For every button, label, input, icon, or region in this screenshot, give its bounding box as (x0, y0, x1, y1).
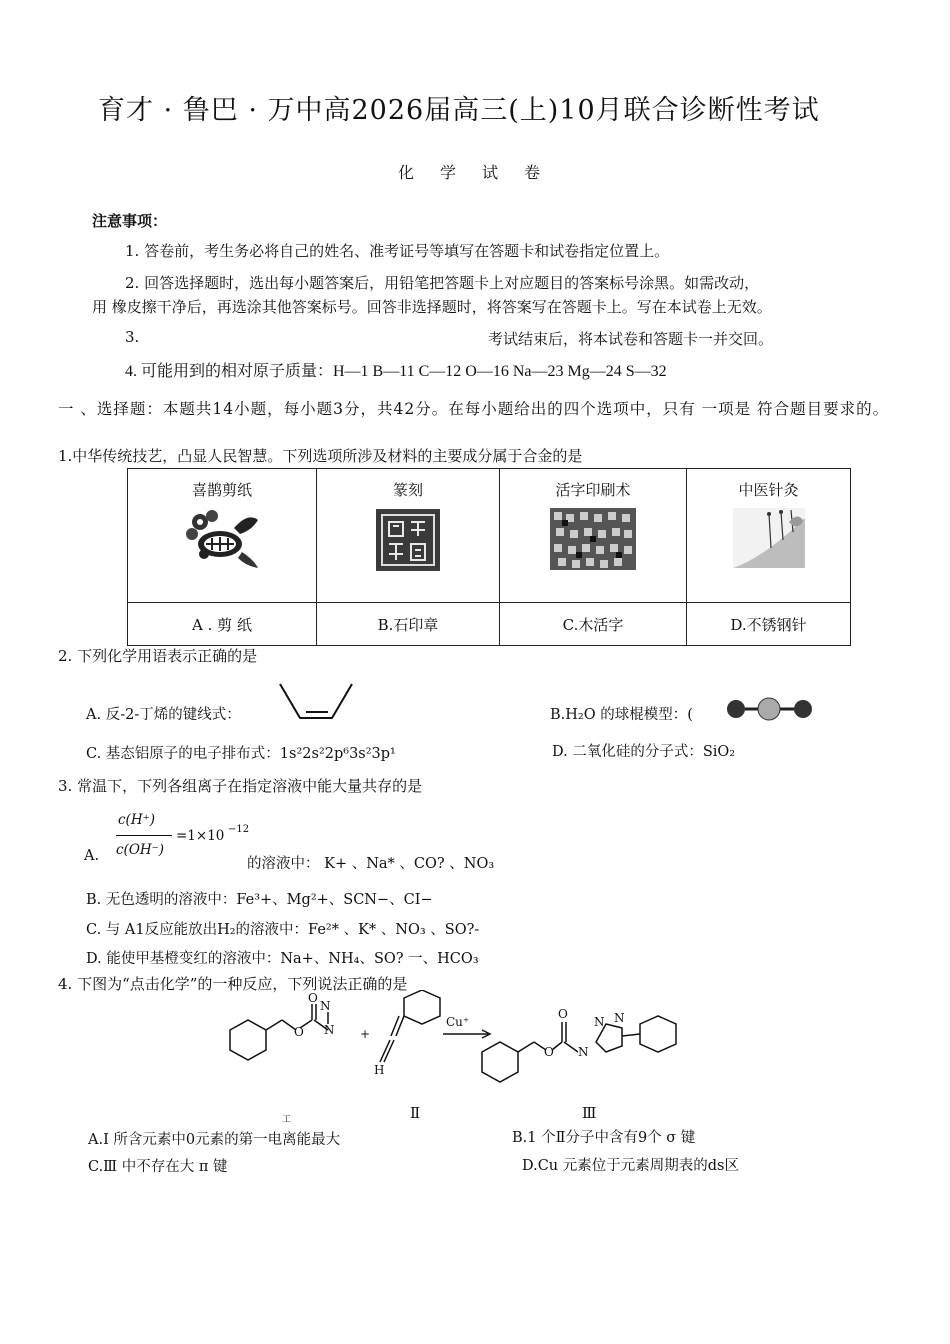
svg-text:N: N (594, 1015, 605, 1029)
benzene-ring-reactant-2 (404, 990, 440, 1024)
butene-skeletal-formula (276, 680, 356, 722)
click-chemistry-reaction-scheme (200, 990, 710, 1110)
notice-item-3-number: 3. (125, 328, 140, 346)
label-II: Ⅱ (410, 1104, 421, 1122)
benzene-ring-product-2 (640, 1016, 676, 1052)
q4-option-d: D.Cu 元素位于元素周期表的ds区 (522, 1158, 739, 1174)
magpie-papercut-image (182, 508, 262, 570)
movable-type-image (550, 508, 636, 570)
svg-text:O: O (294, 1025, 304, 1039)
notice-item-2-line2: 用 橡皮擦干净后，再选涂其他答案标号。回答非选择题时，将答案写在答题卡上。写在本试卷上无效。 (92, 298, 772, 316)
q3-fraction-denominator: c(OH⁻) (116, 842, 165, 858)
svg-text:N: N (320, 999, 331, 1013)
q2-option-b: B.H₂O 的球棍模型：( (550, 707, 693, 723)
q1-header-3: 活字印刷术 (555, 481, 631, 499)
q1-option-b: B.石印章 (317, 603, 500, 646)
svg-text:O: O (558, 1007, 568, 1021)
catalyst-label: Cu⁺ (446, 1015, 470, 1029)
svg-text:N: N (324, 1023, 335, 1037)
q1-table (127, 468, 851, 646)
q3-option-a-label: A. (84, 848, 100, 864)
q1-header-1: 喜鹊剪纸 (191, 481, 252, 499)
ball-stick-model-image (725, 697, 817, 721)
notice-heading: 注意事项： (92, 212, 168, 230)
q2-option-a: A. 反-2-丁烯的键线式： (86, 707, 241, 723)
notice-item-4: 4. 可能用到的相对原子质量：H—1 B—11 C—12 O—16 Na—23 Mg—24 S—32 (125, 363, 667, 380)
q1-header-2: 篆刻 (392, 481, 423, 499)
q4-option-a: A.I 所含元素中0元素的第一电离能最大 (88, 1132, 341, 1148)
exam-title: 育才 · 鲁巴 · 万中高2026届高三(上)10月联合诊断性考试 (98, 95, 820, 126)
q3-fraction-numerator: c(H⁺) (118, 812, 155, 828)
q1-cell-papercut (128, 469, 317, 603)
subject-title: 化学试卷 (398, 163, 567, 182)
hydrogen-atom-label: H (374, 1063, 385, 1077)
section-intro: 一 、选择题：本题共14小题，每小题3分，共42分。在每小题给出的四个选项中，只有 一项是 符合题目要求的。 (58, 400, 890, 418)
q3-option-d: D. 能使甲基橙变红的溶液中：Na+、NH₄、SO? 一、HCO₃ (86, 951, 479, 967)
benzene-ring-product (482, 1042, 518, 1082)
q1-option-c: C.木活字 (500, 603, 687, 646)
q3-exponent: −12 (228, 824, 250, 835)
q4-option-c: C.Ⅲ 中不存在大 π 键 (88, 1159, 228, 1175)
svg-text:N: N (578, 1045, 589, 1059)
acupuncture-needle-image (733, 508, 805, 568)
q3-option-c: C. 与 A1反应能放出H₂的溶液中：Fe²* 、K* 、NO₃ 、SO?- (86, 922, 480, 938)
svg-text:O: O (544, 1045, 554, 1059)
q1-cell-seal (317, 469, 500, 603)
q1-cell-movable-type (500, 469, 687, 603)
notice-item-2-line1: 2. 回答选择题时，选出每小题答案后，用铅笔把答题卡上对应题目的答案标号涂黑。如需改动， (125, 274, 760, 292)
svg-text:+: + (360, 1027, 371, 1041)
svg-text:O: O (308, 991, 318, 1005)
q1-option-d: D.不锈钢针 (687, 603, 851, 646)
stone-seal-image (375, 508, 441, 572)
q1-cell-acupuncture (687, 469, 851, 603)
q2-option-c: C. 基态铝原子的电子排布式：1s²2s²2p⁶3s²3p¹ (86, 746, 396, 762)
q2-option-d: D. 二氧化硅的分子式：SiO₂ (552, 744, 736, 760)
notice-item-3: 考试结束后，将本试卷和答题卡一并交回。 (488, 330, 774, 348)
q2-stem: 2. 下列化学用语表示正确的是 (58, 647, 258, 665)
q1-stem: 1.中华传统技艺，凸显人民智慧。下列选项所涉及材料的主要成分属于合金的是 (58, 447, 583, 465)
q3-stem: 3. 常温下，下列各组离子在指定溶液中能大量共存的是 (58, 777, 423, 795)
q3-fraction-equals: =1×10 (176, 828, 225, 844)
q1-option-a: A . 剪 纸 (128, 603, 317, 646)
notice-item-1: 1. 答卷前，考生务必将自己的姓名、准考证号等填写在答题卡和试卷指定位置上。 (125, 242, 670, 260)
q4-stem: 4. 下图为“点击化学”的一种反应，下列说法正确的是 (58, 975, 408, 993)
benzene-ring-reactant-1 (230, 1020, 266, 1060)
label-I: 工 (282, 1115, 292, 1125)
label-III: Ⅲ (582, 1104, 597, 1122)
svg-text:N: N (614, 1011, 625, 1025)
q4-option-b: B.1 个Ⅱ分子中含有9个 σ 键 (512, 1130, 696, 1146)
q3-option-a-text: 的溶液中： K+ 、Na* 、CO? 、NO₃ (247, 856, 495, 872)
q1-header-4: 中医针灸 (738, 481, 799, 499)
fraction-bar (116, 835, 172, 836)
q3-option-b: B. 无色透明的溶液中：Fe³+、Mg²+、SCN−、CI− (86, 892, 433, 908)
